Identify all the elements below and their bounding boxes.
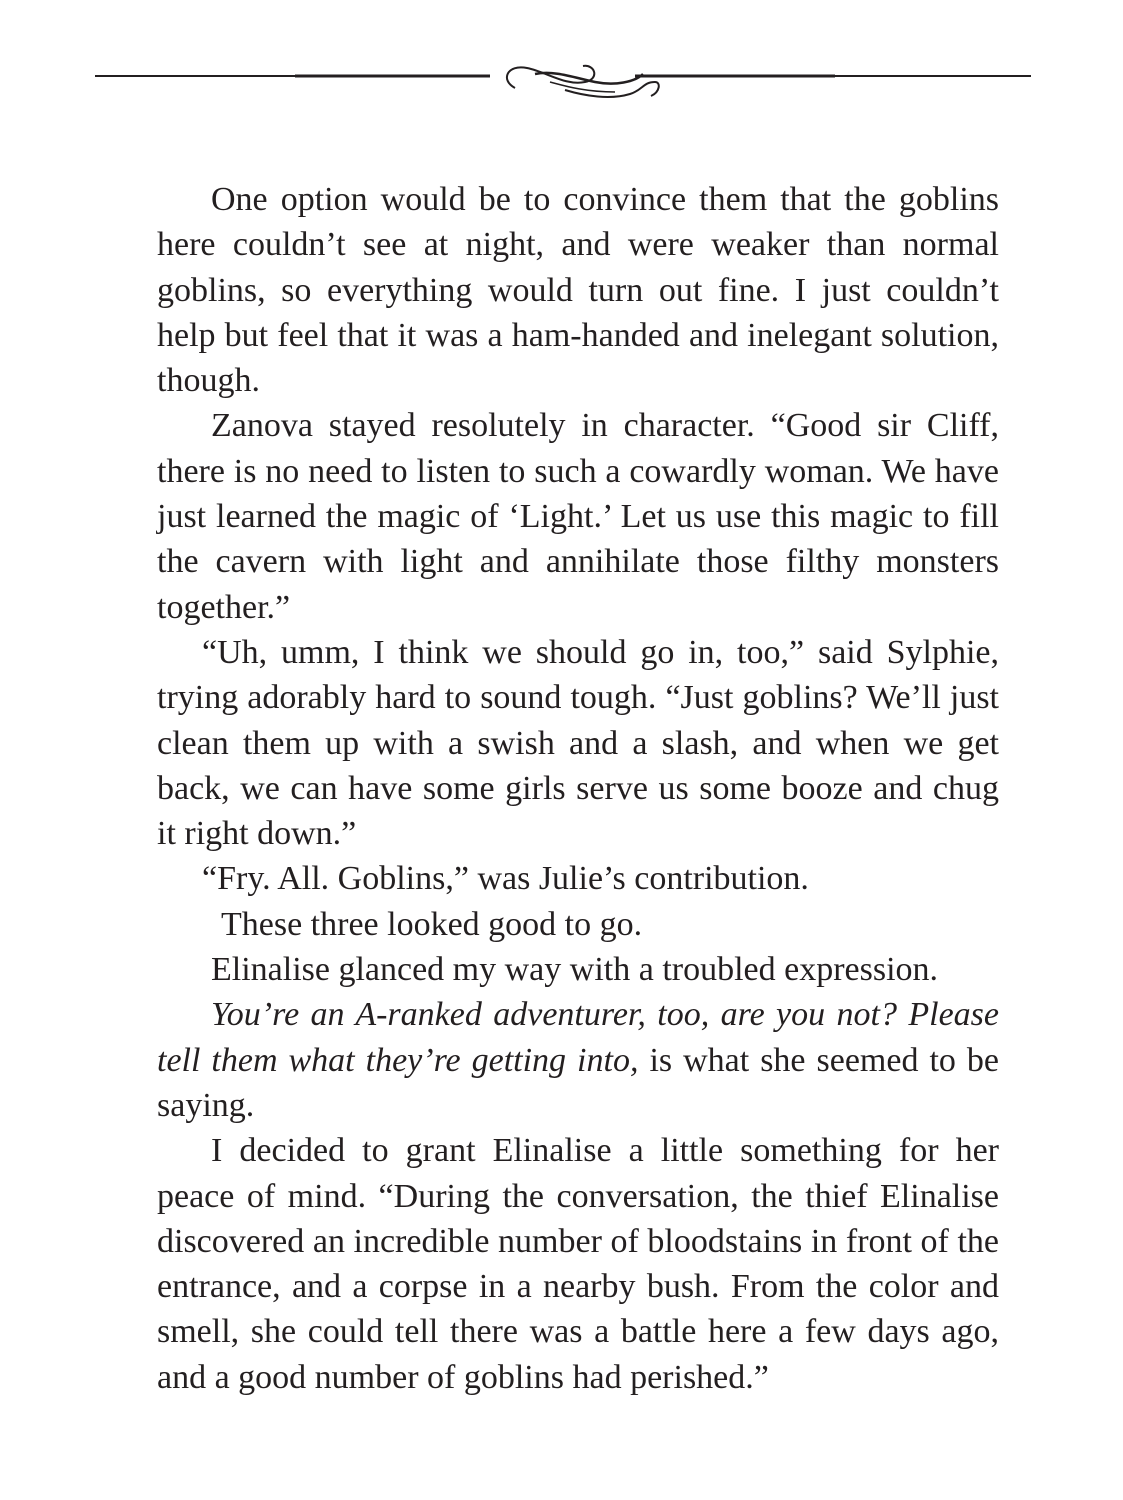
body-text bbox=[157, 177, 999, 1400]
paragraph: “Uh, umm, I think we should go in, too,” said Sylphie, trying adorably hard to sound tough. “Just goblins? We’ll just clean them up with a swish and a slash, and when we get back, we can have some girls serve us some booze and chug it right down.” bbox=[157, 633, 999, 853]
paragraph: I decided to grant Elinalise a little something for her peace of mind. “During the conversation, the thief Elinalise discovered an incredible number of bloodstains in front of the entrance, and a corpse in a nearby bush. From the color and smell, she could tell there was a battle here a few days ago, and a good number of goblins had perished.” bbox=[157, 1132, 999, 1396]
paragraph: Elinalise glanced my way with a troubled expression. bbox=[211, 951, 939, 989]
paragraph: Zanova stayed resolutely in character. “Good sir Cliff, there is no need to listen to such a cowardly woman. We have just learned the magic of ‘Light.’ Let us use this magic to fill the cavern with light and annihilate those filthy monsters together.” bbox=[157, 407, 999, 626]
italic-thought: You’re an A-ranked adventurer, too, are you not? Please tell them what they’re getting into, bbox=[157, 996, 999, 1079]
paragraph: “Fry. All. Goblins,” was Julie’s contribution. bbox=[202, 860, 809, 898]
paragraph bbox=[157, 992, 999, 1128]
paragraph: These three looked good to go. bbox=[221, 905, 643, 943]
ornamental-divider bbox=[95, 52, 1031, 108]
paragraph-tail: is what she seemed to be saying. bbox=[157, 1041, 999, 1124]
paragraph: One option would be to convince them that the goblins here couldn’t see at night, and were weaker than normal goblins, so everything would turn out fine. I just couldn’t help but feel that it was a ham-handed and inelegant solution, though. bbox=[157, 181, 999, 400]
